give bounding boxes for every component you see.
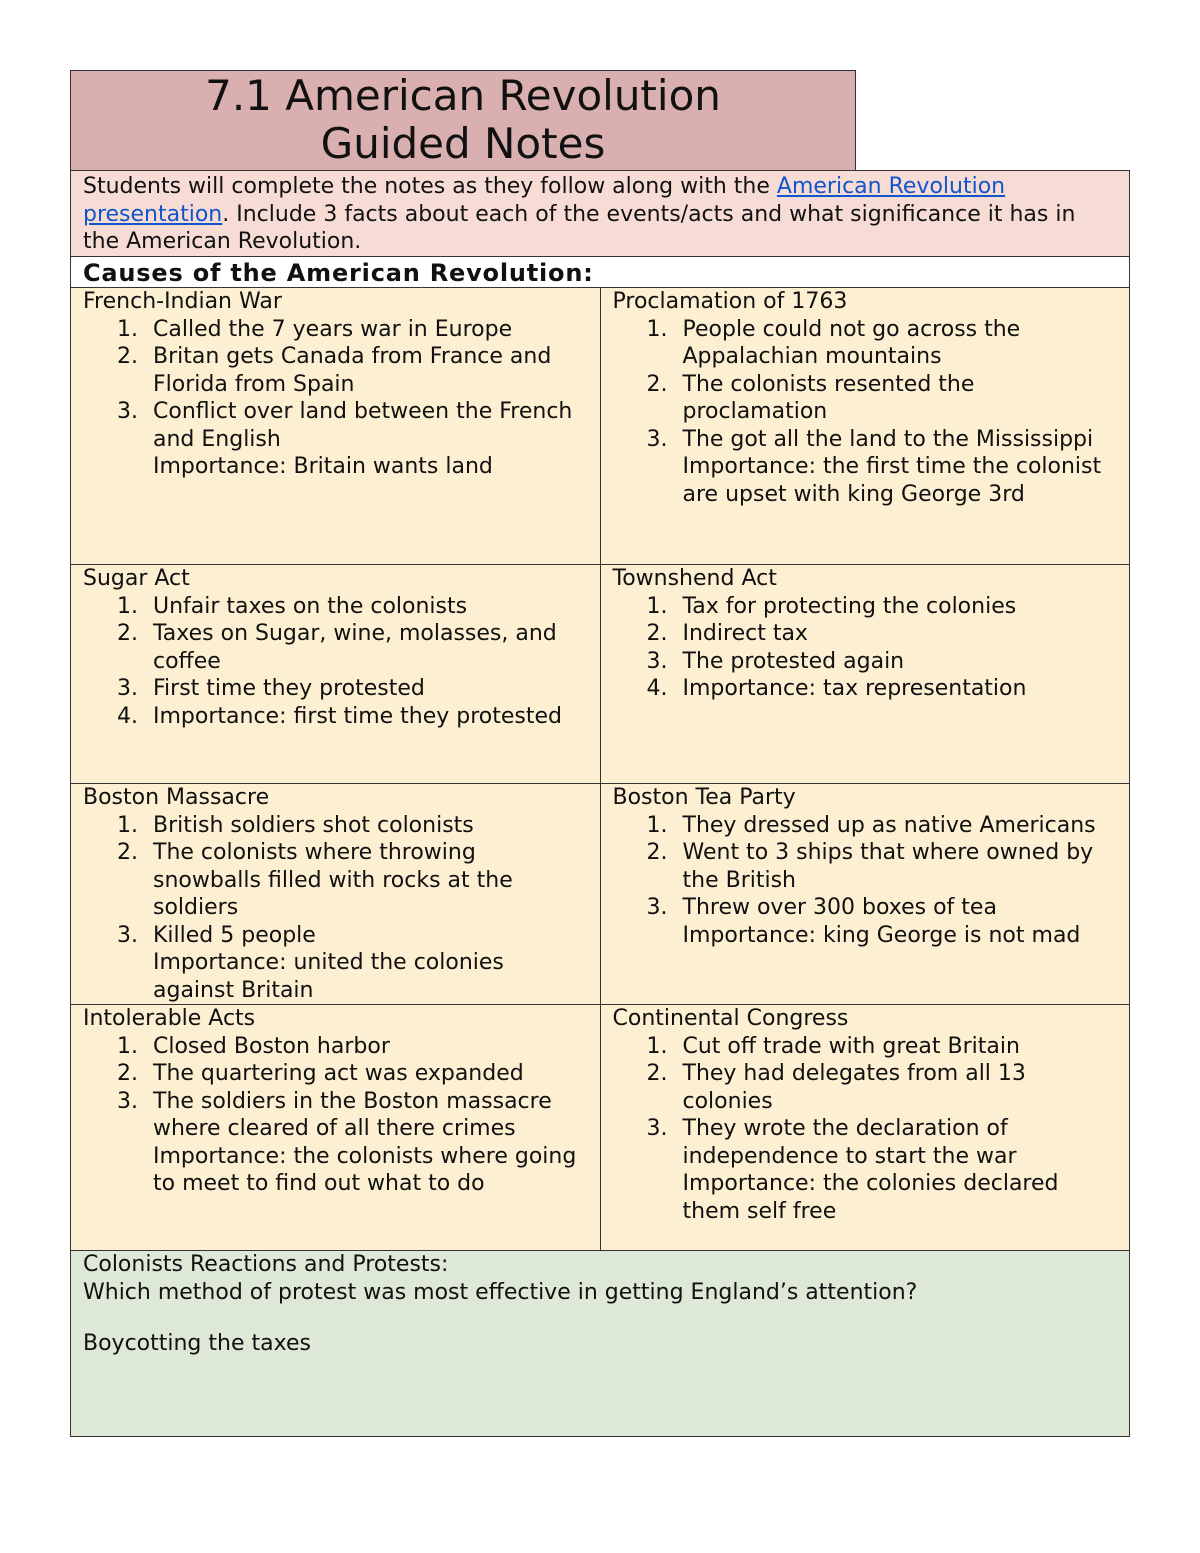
list-item: 2. They had delegates from all 13 colonies	[646, 1061, 1026, 1114]
cell-title: French-Indian War	[83, 289, 282, 314]
list-item: 1. Called the 7 years war in Europe	[117, 316, 513, 342]
table-row	[71, 784, 1129, 1005]
cell-title: Sugar Act	[83, 566, 190, 591]
title-box	[70, 70, 856, 170]
cell-title: Proclamation of 1763	[612, 289, 848, 314]
list-item: 2. The colonists where throwing snowballs filled with rocks at the soldiers	[117, 840, 513, 920]
cell-intolerable-acts	[71, 1005, 600, 1250]
title-line-2: Guided Notes	[320, 119, 606, 168]
list-item: 1. They dressed up as native Americans	[646, 812, 1096, 838]
table-row	[71, 288, 1129, 565]
importance-text: Importance: the colonies declared them self free	[682, 1171, 1059, 1224]
importance-text: Importance: united the colonies against Britain	[153, 950, 504, 1003]
fact-list	[83, 812, 590, 950]
list-item: 1. People could not go across the Appalachian mountains	[646, 316, 1021, 369]
table-row	[71, 1005, 1129, 1251]
notes-table	[70, 170, 1130, 1437]
list-item: 3. The soldiers in the Boston massacre where cleared of all there crimes	[117, 1088, 552, 1141]
list-item: 1. British soldiers shot colonists	[117, 812, 474, 838]
instructions-text-start: Students will complete the notes as they follow along with the	[83, 174, 777, 199]
list-item: 4. Importance: first time they protested	[117, 703, 563, 729]
list-item: 2. Went to 3 ships that where owned by the British	[646, 840, 1094, 893]
presentation-link[interactable]: American Revolution presentation	[83, 174, 1006, 227]
list-item: 1. Tax for protecting the colonies	[646, 593, 1017, 619]
cell-continental-congress	[600, 1005, 1130, 1250]
fact-list	[83, 593, 590, 731]
fact-list	[613, 812, 1120, 922]
reactions-question: Which method of protest was most effective in getting England’s attention?	[83, 1279, 918, 1305]
importance-text: Importance: the colonists where going to meet to find out what to do	[153, 1143, 577, 1196]
reactions-heading: Colonists Reactions and Protests:	[83, 1252, 449, 1277]
list-item: 3. Threw over 300 boxes of tea	[646, 895, 997, 920]
cell-title: Continental Congress	[612, 1006, 849, 1031]
cell-title: Boston Tea Party	[612, 785, 796, 810]
cell-title: Intolerable Acts	[83, 1006, 256, 1031]
importance-text: Importance: the first time the colonist are upset with king George 3rd	[682, 454, 1102, 507]
list-item: 4. Importance: tax representation	[646, 676, 1027, 701]
list-item: 3. Killed 5 people	[117, 922, 316, 948]
cell-sugar-act	[71, 565, 600, 783]
cell-french-indian-war	[71, 288, 600, 564]
list-item: 3. Conflict over land between the French and English	[117, 399, 573, 452]
cell-townshend-act	[600, 565, 1130, 783]
cell-title: Boston Massacre	[83, 785, 270, 810]
reactions-section	[71, 1251, 1129, 1436]
table-row	[71, 565, 1129, 784]
importance-text: Importance: king George is not mad	[682, 922, 1081, 948]
title-line-1: 7.1 American Revolution	[205, 71, 721, 120]
list-item: 2. Taxes on Sugar, wine, molasses, and coffee	[117, 621, 557, 674]
causes-heading: Causes of the American Revolution:	[71, 257, 1129, 288]
importance-text: Importance: Britain wants land	[153, 454, 493, 479]
fact-list	[613, 1033, 1120, 1171]
instructions	[71, 171, 1129, 257]
list-item: 3. The protested again	[646, 648, 905, 674]
list-item: 2. Indirect tax	[646, 621, 808, 646]
list-item: 2. Britan gets Canada from France and Florida from Spain	[117, 344, 552, 397]
list-item: 3. They wrote the declaration of independence to start the war	[646, 1116, 1017, 1169]
list-item: 1. Unfair taxes on the colonists	[117, 593, 468, 619]
reactions-answer: Boycotting the taxes	[83, 1331, 311, 1356]
cell-boston-massacre	[71, 784, 600, 1004]
fact-list	[613, 316, 1120, 454]
list-item: 3. The got all the land to the Mississippi	[646, 426, 1094, 452]
fact-list	[83, 1033, 590, 1143]
fact-list	[613, 593, 1120, 703]
instructions-text-end: . Include 3 facts about each of the events/acts and what significance it has in the American Revolution.	[83, 201, 1076, 254]
list-item: 1. Closed Boston harbor	[117, 1033, 390, 1059]
list-item: 2. The colonists resented the proclamation	[646, 371, 975, 424]
cell-proclamation-1763	[600, 288, 1130, 564]
fact-list	[83, 316, 590, 454]
cell-boston-tea-party	[600, 784, 1130, 1004]
list-item: 3. First time they protested	[117, 676, 425, 701]
list-item: 2. The quartering act was expanded	[117, 1061, 524, 1086]
cell-title: Townshend Act	[612, 566, 777, 591]
list-item: 1. Cut off trade with great Britain	[646, 1033, 1020, 1059]
